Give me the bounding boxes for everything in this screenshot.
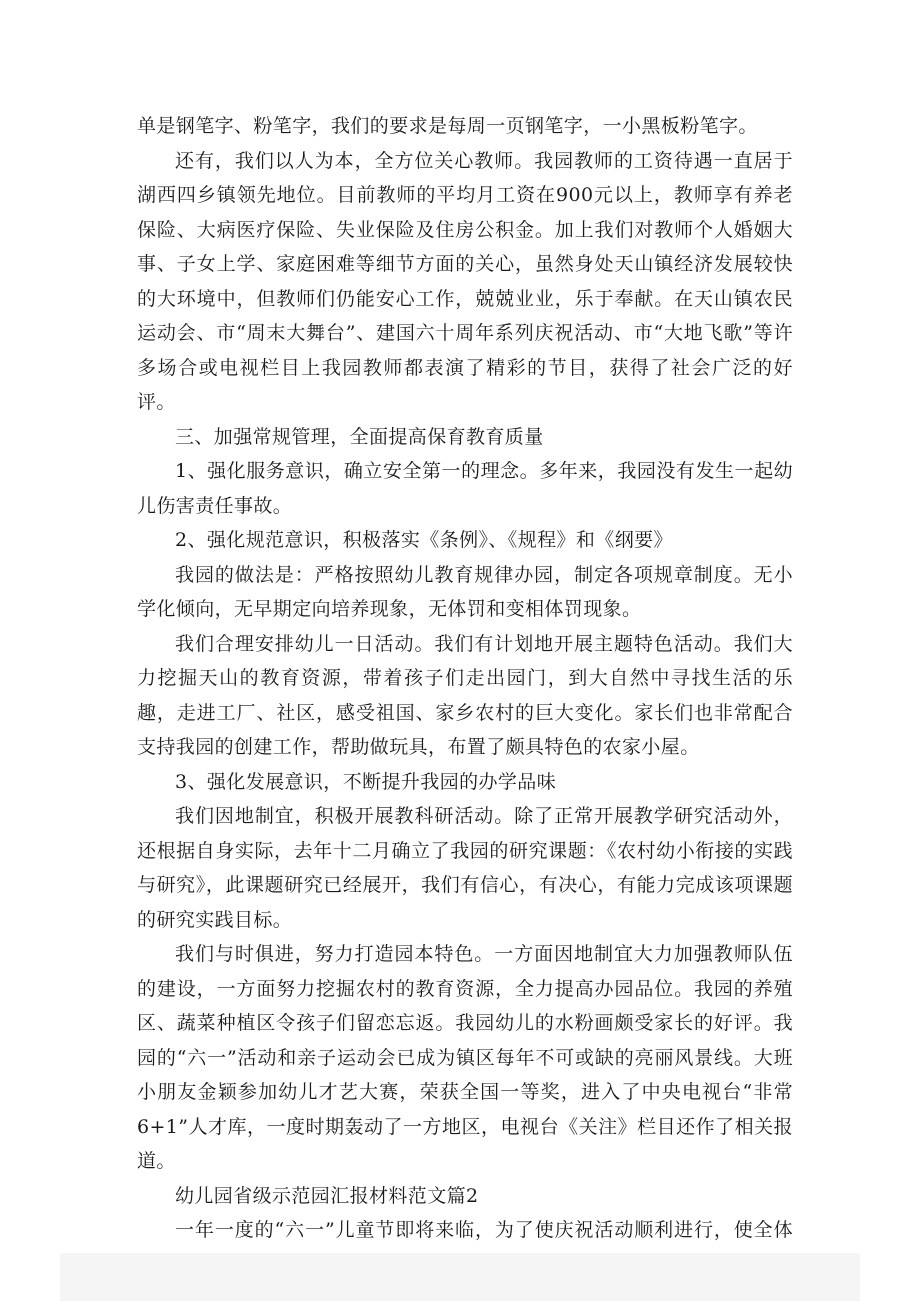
section-heading-routine-management: 三、加强常规管理，全面提高保育教育质量 xyxy=(175,425,544,448)
paragraph-continuation: 单是钢笔字、粉笔字，我们的要求是每周一页钢笔字，一小黑板粉笔字。 xyxy=(137,115,758,137)
paragraph-daily-activities: 我们合理安排幼儿一日活动。我们有计划地开展主题特色活动。我们大力挖掘天山的教育资源，带着孩子们走出园门，到大自然中寻找生活的乐趣，走进工厂、社区，感受祖国、家乡农村的巨大变化。家长们也非常配合支持我园的创建工作，帮助做玩具，布置了颇具特色的农家小屋。 xyxy=(137,632,793,758)
article-title-part2: 幼儿园省级示范园汇报材料范文篇2 xyxy=(175,1184,479,1207)
paragraph-teacher-care: 还有，我们以人为本，全方位关心教师。我园教师的工资待遇一直居于湖西四乡镇领先地位。目前教师的平均月工资在900元以上，教师享有养老保险、大病医疗保险、失业保险及住房公积金。加上我们对教师个人婚姻大事、子女上学、家庭困难等细节方面的关心，虽然身处天山镇经济发展较快的大环境中，但教师们仍能安心工作，兢兢业业，乐于奉献。在天山镇农民运动会、市“周末大舞台”、建国六十周年系列庆祝活动、市“大地飞歌”等许多场合或电视栏目上我园教师都表演了精彩的节目，获得了社会广泛的好评。 xyxy=(137,149,793,413)
paragraph-development-awareness: 3、强化发展意识，不断提升我园的办学品味 xyxy=(175,770,557,793)
paragraph-safety-awareness: 1、强化服务意识，确立安全第一的理念。多年来，我园没有发生一起幼儿伤害责任事故。 xyxy=(137,460,793,517)
paragraph-school-features: 我们与时俱进，努力打造园本特色。一方面因地制宜大力加强教师队伍的建设，一方面努力挖掘农村的教育资源，全力提高办园品位。我园的养殖区、蔬菜种植区令孩子们留恋忘返。我园幼儿的水粉画颇受家长的好评。我园的“六一”活动和亲子运动会已成为镇区每年不可或缺的亮丽风景线。大班小朋友金颖参加幼儿才艺大赛，荣获全国一等奖，进入了中央电视台“非常6+1”人才库，一度时期轰动了一方地区，电视台《关注》栏目还作了相关报道。 xyxy=(137,943,793,1172)
paragraph-practice: 我园的做法是：严格按照幼儿教育规律办园，制定各项规章制度。无小学化倾向，无早期定向培养现象，无体罚和变相体罚现象。 xyxy=(137,563,793,620)
footer-band xyxy=(60,1253,860,1301)
paragraph-research: 我们因地制宜，积极开展教科研活动。除了正常开展教学研究活动外，还根据自身实际，去年十二月确立了我园的研究课题：《农村幼小衔接的实践与研究》，此课题研究已经展开，我们有信心，有决心，有能力完成该项课题的研究实践目标。 xyxy=(137,805,793,931)
paragraph-standards-awareness: 2、强化规范意识，积极落实《条例》、《规程》和《纲要》 xyxy=(175,529,673,551)
document-body xyxy=(137,109,793,1282)
paragraph-childrens-day: 一年一度的“六一”儿童节即将来临，为了使庆祝活动顺利进行，使全体 xyxy=(175,1219,793,1241)
